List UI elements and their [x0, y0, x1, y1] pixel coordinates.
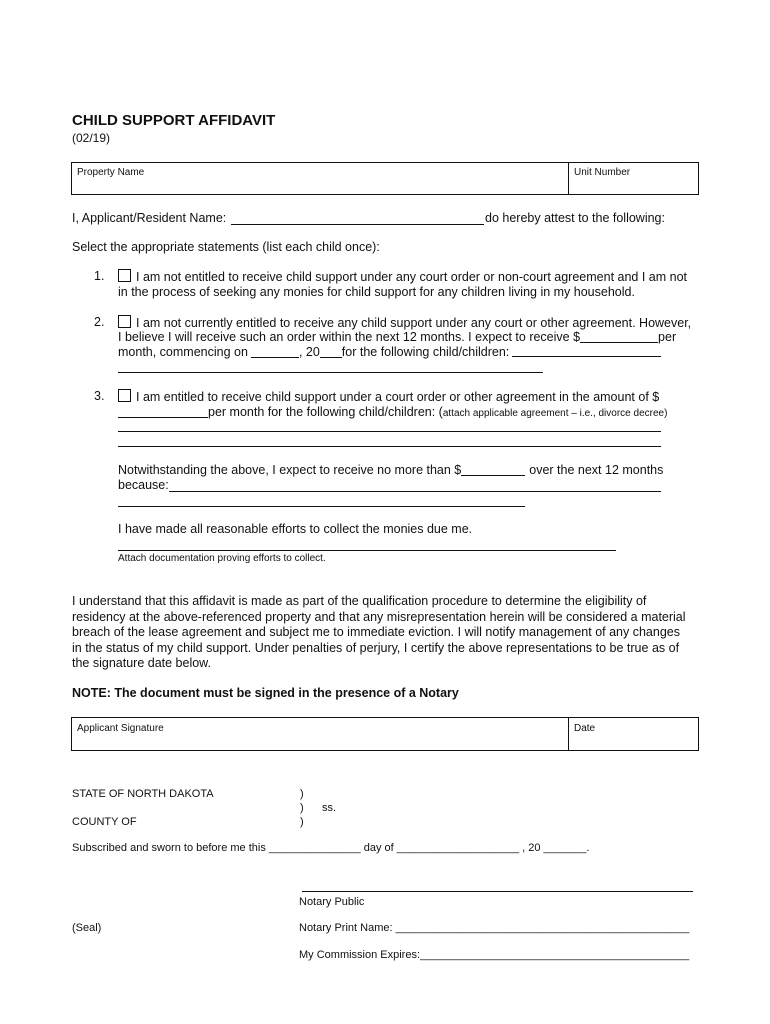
- state-label: STATE OF NORTH DAKOTA: [72, 788, 214, 800]
- statement-2-checkbox[interactable]: [118, 315, 131, 328]
- seal-label: (Seal): [72, 922, 102, 934]
- paren-3: ): [300, 816, 304, 828]
- statement-2-children-label: for the following child/children:: [341, 345, 510, 359]
- understanding-line: residency at the above-referenced property and that any misrepresentation herein will be considered a material: [72, 609, 686, 624]
- statement-3-children-input-2[interactable]: [118, 446, 661, 447]
- revision-date: (02/19): [72, 131, 111, 145]
- statement-2-children-input-2[interactable]: [118, 372, 543, 373]
- page-title: CHILD SUPPORT AFFIDAVIT: [72, 112, 276, 129]
- understanding-line: I understand that this affidavit is made as part of the qualification procedure to determine the eligibility of: [72, 594, 647, 608]
- commission-expires-line[interactable]: My Commission Expires:____________________________________________: [299, 949, 690, 961]
- statement-3-children-input-1[interactable]: [118, 431, 661, 432]
- notary-signature-line[interactable]: [302, 891, 693, 892]
- statement-3-amount-input[interactable]: [118, 405, 208, 418]
- attest-text: do hereby attest to the following:: [485, 211, 665, 225]
- understanding-line: the signature date below.: [72, 656, 211, 670]
- date-field[interactable]: Date: [574, 723, 596, 734]
- ss-label: ss.: [322, 802, 337, 814]
- because-input-2[interactable]: [118, 506, 525, 507]
- notary-print-name-line[interactable]: Notary Print Name: ________________________________________________: [299, 922, 690, 934]
- statement-2-commencing: month, commencing on: [118, 345, 248, 359]
- statement-2-expect: I believe I will receive such an order within the next 12 months. I expect to receive $: [118, 330, 581, 344]
- statement-1-number: 1.: [94, 269, 105, 283]
- statement-1-checkbox[interactable]: [118, 269, 131, 282]
- statement-3-text: I am entitled to receive child support under a court order or other agreement in the amount of $: [136, 390, 660, 404]
- because-input-1[interactable]: [169, 491, 661, 492]
- notwithstanding-text-end: over the next 12 months: [529, 463, 664, 477]
- applicant-name-input[interactable]: [231, 224, 484, 225]
- unit-number-field[interactable]: Unit Number: [574, 167, 631, 178]
- notary-note: NOTE: The document must be signed in the presence of a Notary: [72, 686, 459, 700]
- because-label: because:: [118, 478, 169, 492]
- county-label: COUNTY OF: [72, 816, 137, 828]
- understanding-paragraph: [72, 594, 702, 672]
- statement-3-per-month: per month for the following child/children: (: [208, 405, 443, 419]
- property-name-field[interactable]: Property Name: [77, 167, 145, 178]
- understanding-line: in the status of my child support. Under penalties of perjury, I certify the above representations to be true as of: [72, 640, 680, 655]
- notwithstanding-text: Notwithstanding the above, I expect to receive no more than $: [118, 463, 462, 477]
- understanding-line: breach of the lease agreement and subject me to immediate eviction. I will notify management of any changes: [72, 625, 680, 639]
- subscribed-sworn-line[interactable]: Subscribed and sworn to before me this _______________ day of ____________________ , 20 _______.: [72, 842, 590, 854]
- efforts-input[interactable]: [118, 550, 616, 551]
- statement-1-text: I am not entitled to receive child support under any court order or non-court agreement and I am not: [136, 270, 688, 284]
- notary-public-label: Notary Public: [299, 896, 365, 908]
- notwithstanding-amount-input[interactable]: [461, 463, 525, 476]
- statement-2-month-input[interactable]: [251, 345, 299, 358]
- paren-1: ): [300, 788, 304, 800]
- paren-2: ): [300, 802, 304, 814]
- efforts-statement: I have made all reasonable efforts to collect the monies due me.: [118, 522, 473, 536]
- statement-3-attach-note: attach applicable agreement – i.e., divorce decree): [442, 408, 668, 419]
- statement-2-number: 2.: [94, 315, 105, 329]
- signature-date-box: [71, 717, 699, 751]
- statement-2-children-input[interactable]: [512, 356, 661, 357]
- statement-3-number: 3.: [94, 389, 105, 403]
- statement-2-amount-input[interactable]: [580, 330, 658, 343]
- statement-3-checkbox[interactable]: [118, 389, 131, 402]
- select-instructions: Select the appropriate statements (list each child once):: [72, 240, 380, 254]
- statement-1-text-cont: in the process of seeking any monies for child support for any children living in my household.: [118, 285, 635, 299]
- statement-2-text: I am not currently entitled to receive any child support under any court or other agreement. However,: [136, 316, 692, 330]
- statement-2-year-prefix: , 20: [298, 345, 320, 359]
- statement-2-year-input[interactable]: [320, 345, 342, 358]
- applicant-name-label: I, Applicant/Resident Name:: [72, 211, 227, 225]
- statement-2-per: per: [658, 330, 677, 344]
- attach-documentation-note: Attach documentation proving efforts to collect.: [118, 553, 326, 564]
- applicant-signature-field[interactable]: Applicant Signature: [77, 723, 164, 734]
